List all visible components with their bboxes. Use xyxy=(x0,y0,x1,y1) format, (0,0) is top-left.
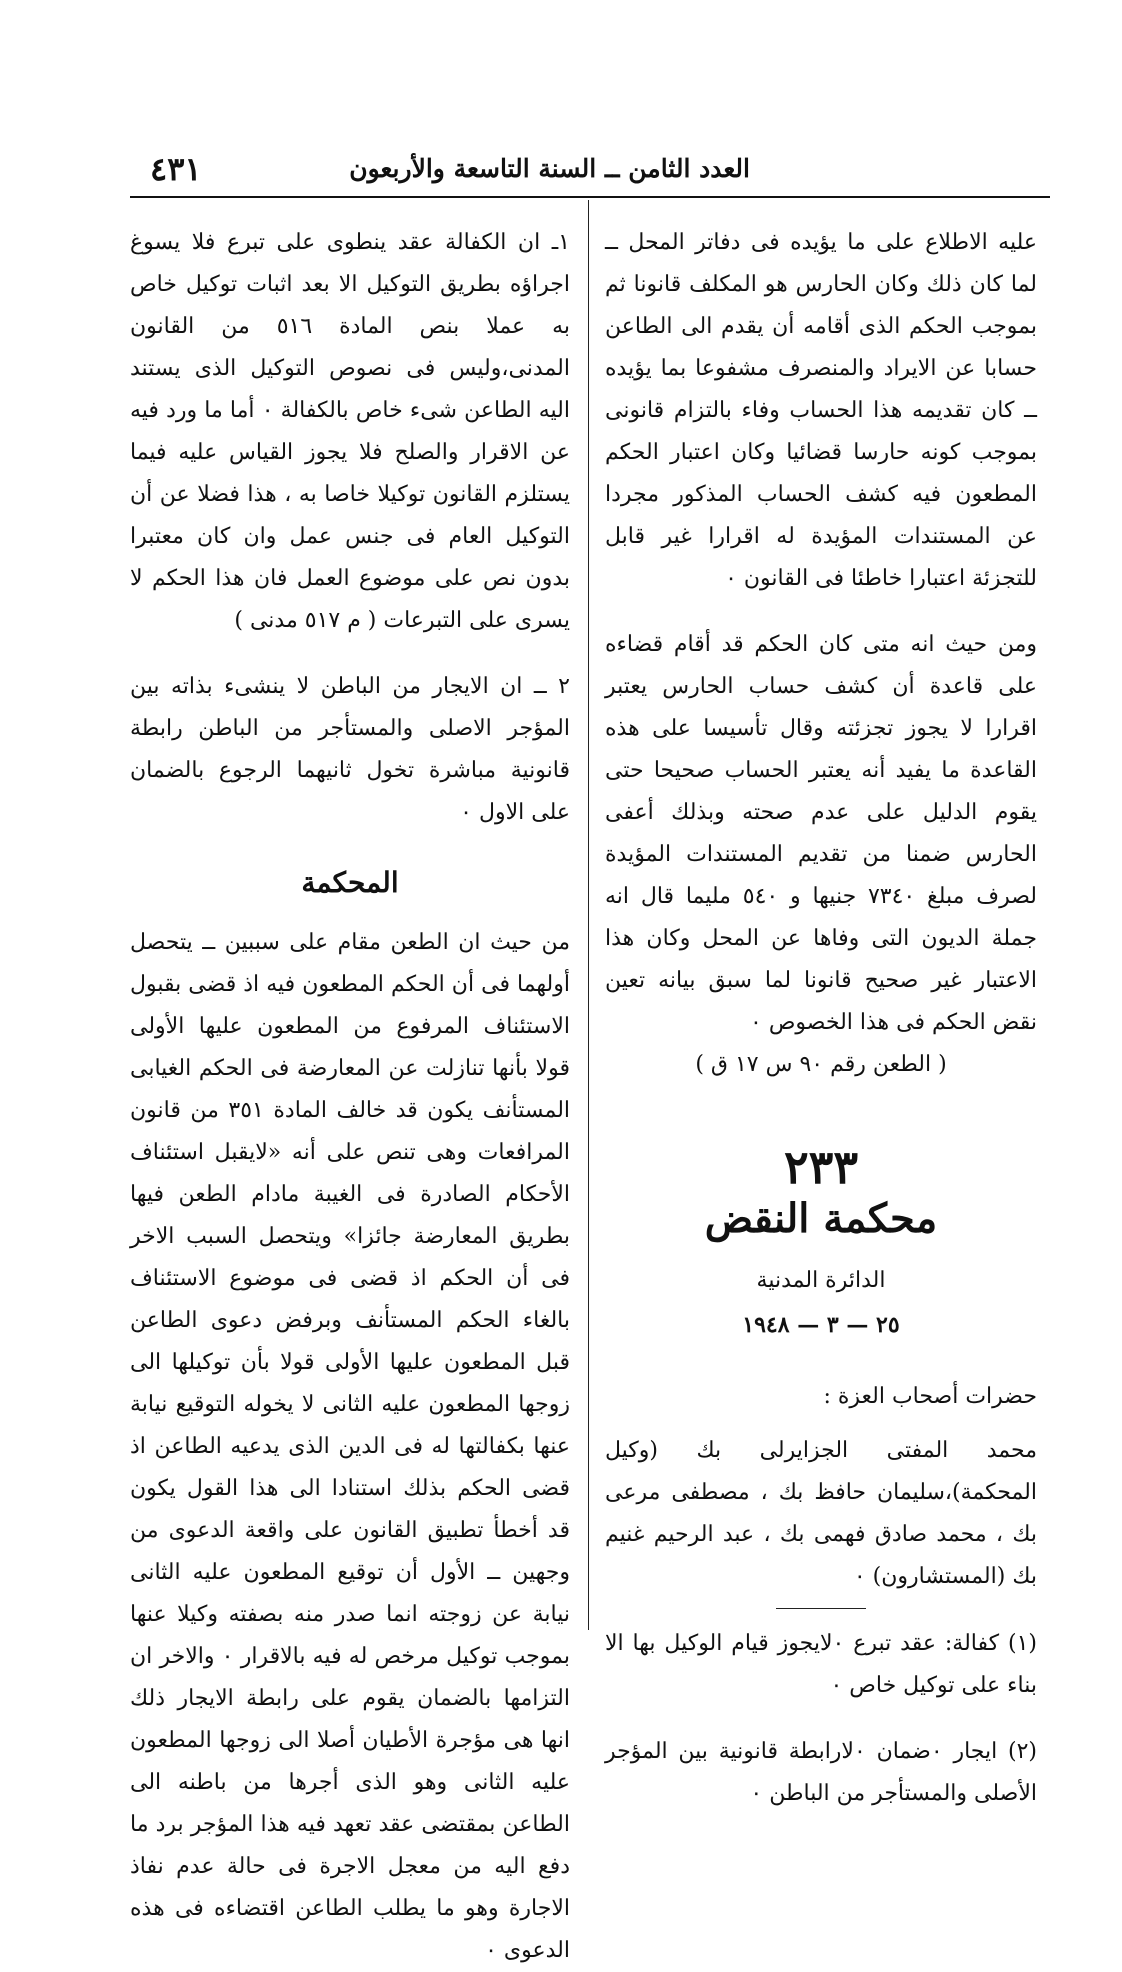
footnote: (١) كفالة: عقد تبرع ٠لايجوز قيام الوكيل بها الا بناء على توكيل خاص ٠ xyxy=(605,1631,1037,1698)
header-rule xyxy=(130,196,1050,198)
legal-principle: ٢ ــ ان الايجار من الباطن لا ينشىء بذاته بين المؤجر الاصلى والمستأجر من الباطن رابطة قانونية مباشرة تخول ثانيهما الرجوع بالضمان على الاول ٠ xyxy=(130,674,570,825)
page-header xyxy=(130,150,1050,194)
legal-principle: ١ـ ان الكفالة عقد ينطوى على تبرع فلا يسوغ اجراؤه بطريق التوكيل الا بعد اثبات توكيل خاص به عملا بنص المادة ٥١٦ من القانون المدنى،وليس فى نصوص التوكيل الذى يستند اليه الطاعن شىء خاص بالكفالة ٠ أما ما ورد فيه عن الاقرار والصلح فلا يجوز القياس عليه فيما يستلزم القانون توكيلا خاصا به ، هذا فضلا عن أن التوكيل العام فى جنس عمل وان كان معتبرا بدون نص على موضوع العمل فان هذا الحكم لا يسرى على التبرعات ( م ٥١٧ مدنى ) xyxy=(130,230,571,633)
paragraph: ومن حيث انه متى كان الحكم قد أقام قضاءه على قاعدة أن كشف حساب الحارس يعتبر اقرارا لا يجوز تجزئته وقال تأسيسا على هذه القاعدة ما يفيد أنه يعتبر الحساب صحيحا حتى يقوم الدليل على عدم صحته وبذلك أعفى الحارس ضمنا من تقديم المستندات المؤيدة لصرف مبلغ ٧٣٤٠ جنيها و ٥٤٠ مليما قال انه جملة الديون التى وفاها عن المحل وكان هذا الاعتبار غير صحيح قانونا لما سبق بيانه تعين نقض الحكم فى هذا الخصوص ٠ xyxy=(605,632,1037,1035)
court-name: محكمة النقض xyxy=(704,1195,938,1242)
judges-list: محمد المفتى الجزايرلى بك (وكيل المحكمة)،سليمان حافظ بك ، مصطفى مرعى بك ، محمد صادق فهمى بك ، عبد الرحيم غنيم بك (المستشارون) ٠ xyxy=(605,1438,1037,1589)
case-citation: ( الطعن رقم ٩٠ س ١٧ ق ) xyxy=(695,1052,947,1077)
judges-intro: حضرات أصحاب العزة : xyxy=(823,1384,1037,1409)
decision-date: ٢٥ — ٣ — ١٩٤٨ xyxy=(742,1312,900,1338)
paragraph: عليه الاطلاع على ما يؤيده فى دفاتر المحل ــ لما كان ذلك وكان الحارس هو المكلف قانونا ثم بموجب الحكم الذى أقامه أن يقدم الى الطاعن حسابا عن الايراد والمنصرف مشفوعا بما يؤيده ــ كان تقديمه هذا الحساب وفاء بالتزام قانونى بموجب كونه حارسا قضائيا وكان اعتبار الحكم المطعون فيه كشف الحساب المذكور مجردا عن المستندات المؤيدة له اقرارا غير قابل للتجزئة اعتبارا خاطئا فى القانون ٠ xyxy=(605,230,1037,591)
right-column xyxy=(605,222,1037,1815)
divider xyxy=(776,1608,866,1609)
column-divider xyxy=(588,200,589,1630)
circuit-name: الدائرة المدنية xyxy=(756,1268,886,1293)
footnote: (٢) ايجار ٠ضمان ٠لارابطة قانونية بين المؤجر الأصلى والمستأجر من الباطن ٠ xyxy=(605,1739,1037,1806)
left-column xyxy=(130,222,570,1972)
section-heading: المحكمة xyxy=(301,866,399,899)
running-title: العدد الثامن ــ السنة التاسعة والأربعون xyxy=(349,154,750,183)
decision-number: ٢٣٣ xyxy=(783,1140,859,1194)
judgment-body: من حيث ان الطعن مقام على سببين ــ يتحصل أولهما فى أن الحكم المطعون فيه اذ قضى بقبول الاستئناف المرفوع من المطعون عليها الأولى قولا بأنها تنازلت عن المعارضة فى الحكم الغيابى المستأنف يكون قد خالف المادة ٣٥١ من قانون المرافعات وهى تنص على أنه «لايقبل استئناف الأحكام الصادرة فى الغيبة مادام الطعن فيها بطريق المعارضة جائزا» ويتحصل السبب الاخر فى أن الحكم اذ قضى فى موضوع الاستئناف بالغاء الحكم المستأنف وبرفض دعوى الطاعن قبل المطعون عليها الأولى قولا بأن توكيلها الى زوجها المطعون عليه الثانى لا يخوله التوقيع نيابة عنها بكفالتها له فى الدين الذى يدعيه الطاعن اذ قضى الحكم بذلك استنادا الى هذا القول يكون قد أخطأ تطبيق القانون على واقعة الدعوى من وجهين ــ الأول أن توقيع المطعون عليه الثانى نيابة عن زوجته انما صدر منه بصفته وكيلا عنها بموجب توكيل مرخص له فيه بالاقرار ٠ والاخر ان التزامها بالضمان يقوم على رابطة الايجار ذلك انها هى مؤجرة الأطيان أصلا الى زوجها المطعون عليه الثانى وهو الذى أجرها من باطنه الى الطاعن بمقتضى عقد تعهد فيه هذا المؤجر برد ما دفع اليه من معجل الاجرة فى حالة عدم نفاذ الاجارة وهو ما يطلب الطاعن اقتضاءه فى هذه الدعوى ٠ xyxy=(130,930,571,1963)
page-number: ٤٣١ xyxy=(150,150,202,188)
